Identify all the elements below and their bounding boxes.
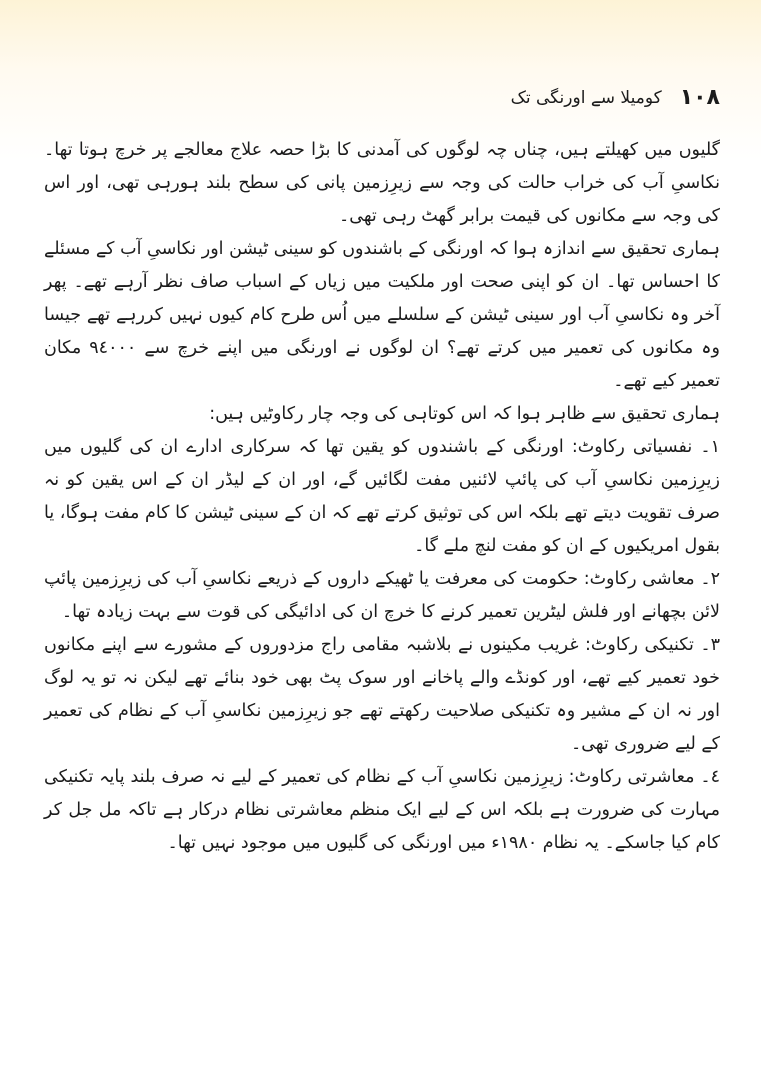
paragraph-intro-continuation: گلیوں میں کھیلتے ہیں، چناں چہ لوگوں کی آمدنی کا بڑا حصہ علاج معالجے پر خرچ ہوتا تھا۔ نکاسیِ آب کی خراب حالت کی وجہ سے زیرِزمین پانی کی سطح بلند ہورہی تھی، اور اس کی وجہ سے مکانوں کی قیمت برابر گھٹ رہی تھی۔: [44, 140, 720, 226]
paragraph-research-findings: ہماری تحقیق سے اندازہ ہوا کہ اورنگی کے باشندوں کو سینی ٹیشن اور نکاسیِ آب کے مسئلے کا احساس تھا۔ ان کو اپنی صحت اور ملکیت میں زیاں کے اسباب صاف نظر آرہے تھے۔ پھر آخر وہ نکاسیِ آب اور سینی ٹیشن کے سلسلے میں اُس طرح کام کیوں نہیں کررہے تھے جیسا وہ مکانوں کی تعمیر میں کرتے تھے؟ ان لوگوں نے اورنگی میں اپنے خرچ سے ٩٤٠٠٠ مکان تعمیر کیے تھے۔: [44, 239, 720, 391]
paragraph-four-obstacles: ہماری تحقیق سے ظاہر ہوا کہ اس کوتاہی کی وجہ چار رکاوٹیں ہیں:: [209, 404, 720, 424]
running-title: کومیلا سے اورنگی تک: [510, 87, 662, 108]
paragraph-psychological-obstacle: ١۔ نفسیاتی رکاوٹ: اورنگی کے باشندوں کو یقین تھا کہ سرکاری ادارے ان کی گلیوں میں زیرِزمین نکاسیِ آب کی پائپ لائنیں مفت لگائیں گے، اور ان کے لیڈر ان کے اس یقین کو نہ صرف تقویت دیتے تھے بلکہ اس کی توثیق کرتے تھے کہ ان کے سینی ٹیشن کا کام مفت ہوگا، یا بقول امریکیوں کے ان کو مفت لنچ ملے گا۔: [44, 437, 720, 556]
page-number: ١٠٨: [679, 84, 720, 110]
paragraph-technical-obstacle: ٣۔ تکنیکی رکاوٹ: غریب مکینوں نے بلاشبہ مقامی راج مزدوروں کے مشورے سے اپنے مکانوں خود تعمیر کیے تھے، اور کونڈے والے پاخانے اور سوک پٹ بھی خود بنائے تھے لیکن نہ تو یہ لوگ اور نہ ان کے مشیر وہ تکنیکی صلاحیت رکھتے تھے جو زیرِزمین نکاسیِ آب کے نظام کی تعمیر کے لیے ضروری تھی۔: [44, 635, 720, 754]
page-header: [470, 82, 720, 112]
paragraph-economic-obstacle: ٢۔ معاشی رکاوٹ: حکومت کی معرفت یا ٹھیکے داروں کے ذریعے نکاسیِ آب کی زیرِزمین پائپ لائن بچھانے اور فلش لیٹرین تعمیر کرنے کا خرچ ان کی ادائیگی کی قوت سے بہت زیادہ تھا۔: [44, 569, 720, 622]
body-text: [44, 134, 720, 860]
paragraph-social-obstacle: ٤۔ معاشرتی رکاوٹ: زیرِزمین نکاسیِ آب کے نظام کی تعمیر کے لیے نہ صرف بلند پایہ تکنیکی مہارت کی ضرورت ہے بلکہ اس کے لیے ایک منظم معاشرتی نظام درکار ہے تاکہ مل جل کر کام کیا جاسکے۔ یہ نظام ١٩٨٠ء میں اورنگی کی گلیوں میں موجود نہیں تھا۔: [44, 767, 720, 853]
